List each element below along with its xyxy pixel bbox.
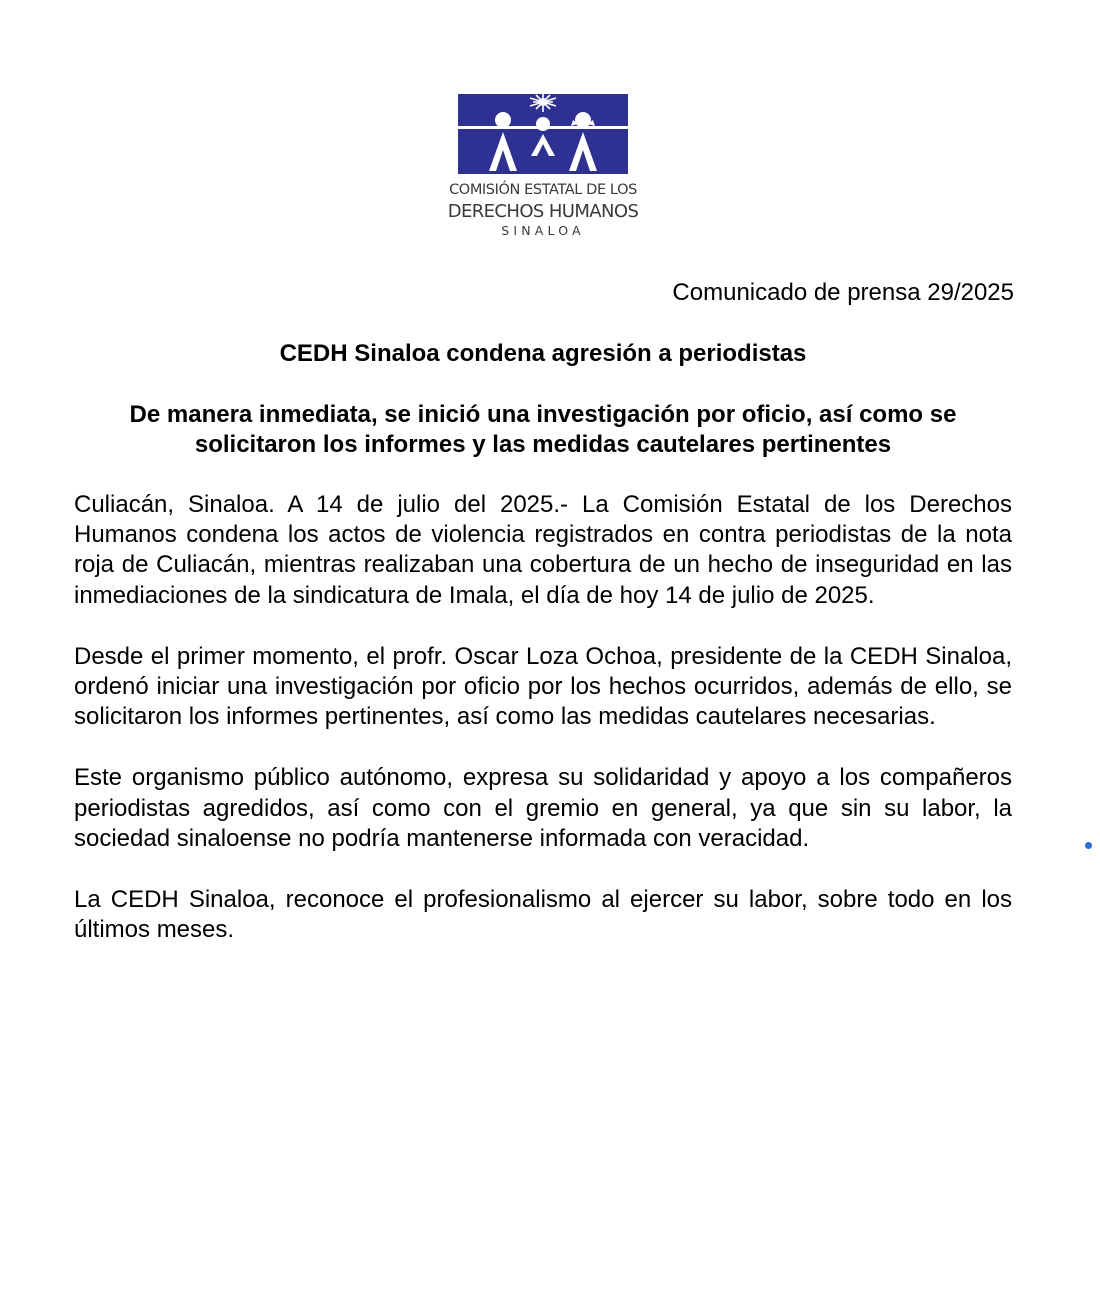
subheadline-line: solicitaron los informes y las medidas cautelares pertinentes: [194, 431, 892, 458]
accent-dot: [1085, 842, 1092, 849]
press-release-number: Comunicado de prensa 29/2025: [672, 279, 1014, 306]
logo-text-line2: DERECHOS HUMANOS: [447, 201, 639, 222]
logo-text-line1: COMISIÓN ESTATAL DE LOS: [449, 182, 637, 198]
paragraph: Culiacán, Sinaloa. A 14 de julio del 2025.- La Comisión Estatal de los Derechos Humanos condena los actos de violencia registrados en contra periodistas de la nota roja de Culiacán, mientras realizaban una cobertura de un hecho de inseguridad en las inmediaciones de la sindicatura de Imala, el día de hoy 14 de julio de 2025.: [74, 491, 1012, 609]
headline: CEDH Sinaloa condena agresión a periodistas: [279, 340, 807, 367]
paragraph: Desde el primer momento, el profr. Oscar Loza Ochoa, presidente de la CEDH Sinaloa, ordenó iniciar una investigación por oficio por los hechos ocurridos, además de ello, se solicitaron los informes pertinentes, así como las medidas cautelares necesarias.: [74, 642, 1012, 731]
subheadline: [74, 400, 1012, 460]
paragraph: Este organismo público autónomo, expresa su solidaridad y apoyo a los compañeros periodistas agredidos, así como con el gremio en general, ya que sin su labor, la sociedad sinaloense no podría mantenerse informada con veracidad.: [74, 764, 1012, 852]
logo-text-line3: SINALOA: [501, 223, 585, 238]
paragraph: La CEDH Sinaloa, reconoce el profesionalismo al ejercer su labor, sobre todo en los últimos meses.: [74, 886, 1012, 944]
body-text: [74, 490, 1012, 976]
three-children-sun-logo-icon: [458, 94, 628, 174]
subheadline-line: De manera inmediata, se inició una investigación por oficio, así como se: [129, 401, 957, 428]
cedh-logo: [430, 88, 670, 248]
